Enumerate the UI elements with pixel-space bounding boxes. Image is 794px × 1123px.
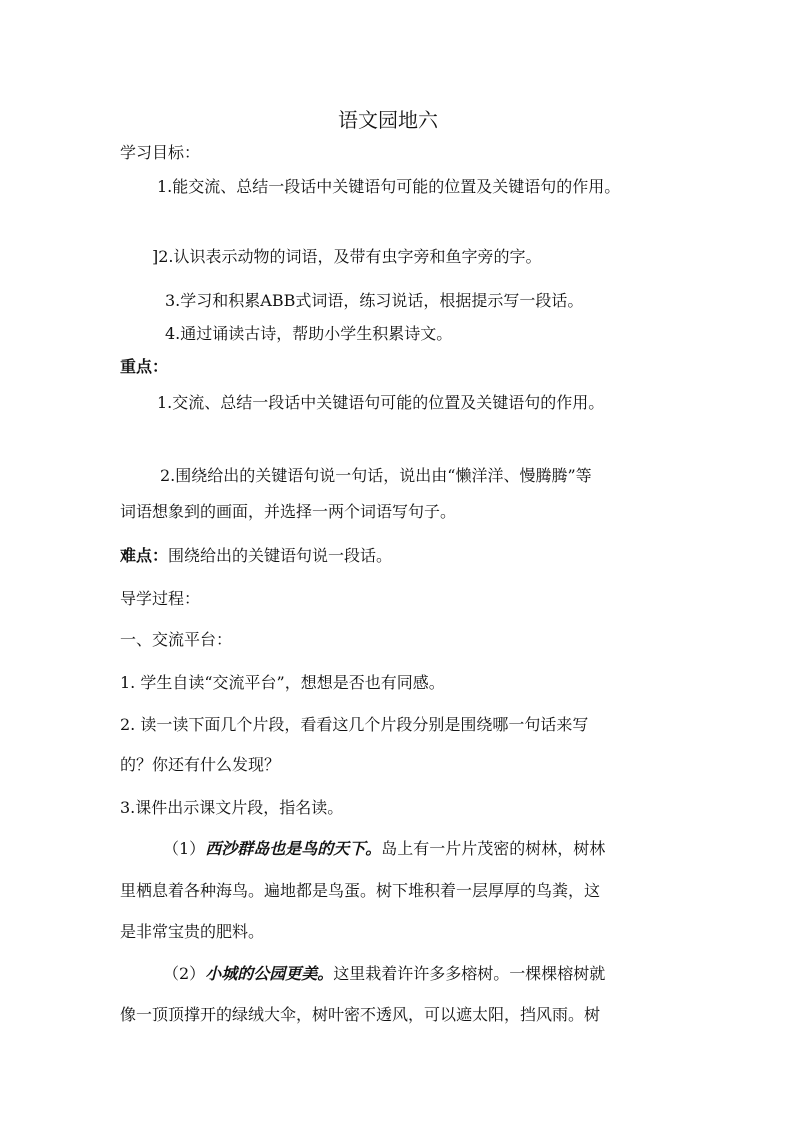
step-3: 3.课件出示课文片段，指名读。 — [120, 798, 344, 817]
key-point-2-cont: 词语想象到的画面，并选择一两个词语写句子。 — [120, 502, 457, 521]
objective-2: ]2.认识表示动物的词语，及带有虫字旁和鱼字旁的字。 — [152, 247, 542, 266]
page-title: 语文园地六 — [338, 108, 438, 132]
process-heading: 导学过程： — [120, 589, 201, 608]
excerpt-2-number: （2） — [163, 964, 206, 983]
step-2: 2. 读一读下面几个片段，看看这几个片段分别是围绕哪一句话来写 — [120, 715, 589, 734]
excerpt-2-key-sentence: 小城的公园更美。 — [205, 964, 334, 983]
key-point-2: 2.围绕给出的关键语句说一句话，说出由“懒洋洋、慢腾腾”等 — [160, 466, 592, 485]
excerpt-2-line-1 — [163, 963, 605, 985]
section-heading: 一、交流平台： — [120, 630, 233, 649]
excerpt-1-line-1 — [163, 838, 605, 860]
difficulty-heading: 难点： — [120, 546, 169, 565]
key-points-heading: 重点： — [120, 357, 169, 376]
excerpt-1-number: （1） — [163, 839, 206, 858]
excerpt-1-text: 岛上有一片片茂密的树林，树林 — [381, 839, 606, 858]
objective-3: 3.学习和积累ABB式词语，练习说话，根据提示写一段话。 — [165, 291, 584, 310]
difficulty-text: 围绕给出的关键语句说一段话。 — [168, 546, 393, 565]
key-point-1: 1.交流、总结一段话中关键语句可能的位置及关键语句的作用。 — [157, 393, 605, 412]
objective-1: 1.能交流、总结一段话中关键语句可能的位置及关键语句的作用。 — [157, 177, 621, 196]
step-1: 1. 学生自读“交流平台”，想想是否也有同感。 — [120, 673, 445, 692]
excerpt-2-text: 这里栽着许许多多榕树。一棵棵榕树就 — [333, 964, 606, 983]
objectives-heading: 学习目标： — [120, 143, 201, 162]
objective-4: 4.通过诵读古诗，帮助小学生积累诗文。 — [165, 324, 453, 343]
excerpt-1-line-3: 是非常宝贵的肥料。 — [120, 922, 265, 941]
excerpt-1-key-sentence: 西沙群岛也是鸟的天下。 — [205, 839, 382, 858]
difficulty-line — [120, 545, 392, 567]
excerpt-2-line-2: 像一顶顶撑开的绿绒大伞，树叶密不透风，可以遮太阳，挡风雨。树 — [120, 1005, 601, 1024]
excerpt-1-line-2: 里栖息着各种海鸟。遍地都是鸟蛋。树下堆积着一层厚厚的鸟粪，这 — [120, 881, 601, 900]
step-2-cont: 的？你还有什么发现？ — [120, 755, 281, 774]
